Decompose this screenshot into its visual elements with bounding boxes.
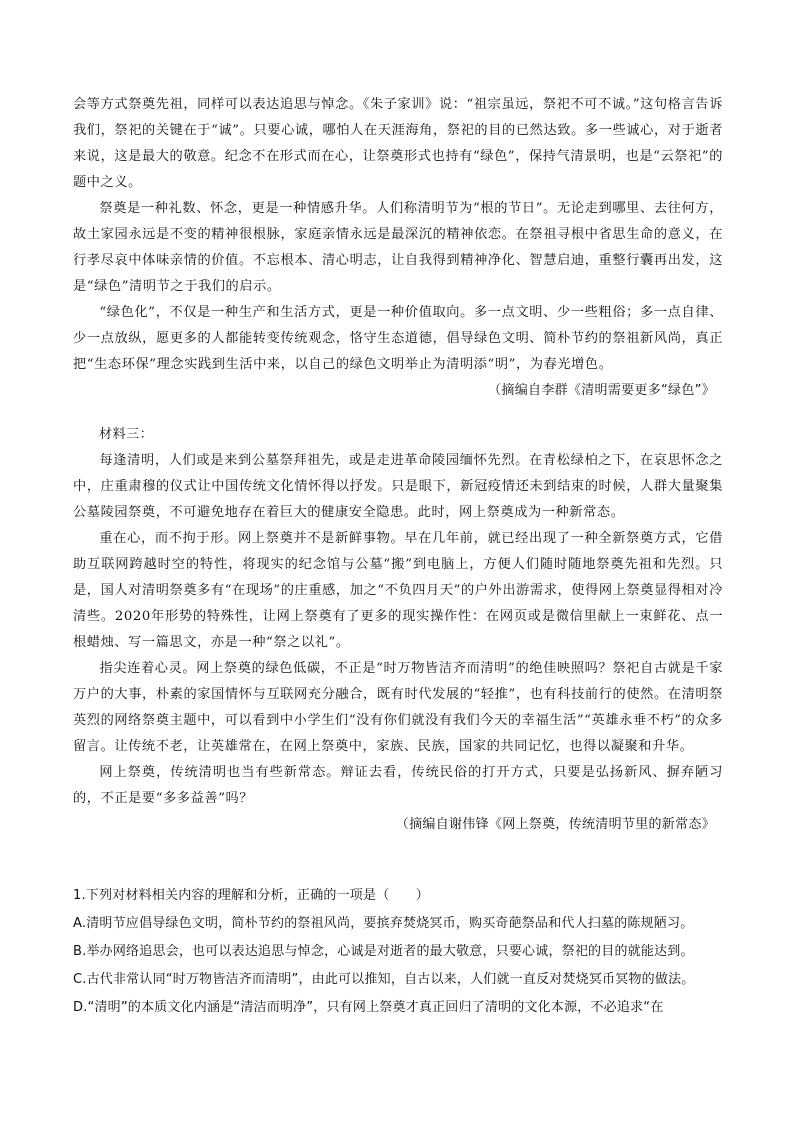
question-1 bbox=[73, 882, 733, 1022]
source-citation: （摘编自李群《清明需要更多“绿色”》 bbox=[488, 383, 715, 398]
paragraph: “绿色化”，不仅是一种生产和生活方式，更是一种价值取向。多一点文明、少一些粗俗；多一点自律、少一点放纵，愿更多的人都能转变传统观念，恪守生态道德，倡导绿色文明、简朴节约的祭祖新风尚，真正把“生态环保”理念实践到生活中来，以自己的绿色文明举止为清明添“明”，为春光增色。 bbox=[73, 305, 723, 372]
passage-material-3 bbox=[73, 422, 723, 838]
option-d: D.“清明”的本质文化内涵是“清洁而明净”，只有网上祭奠才真正回归了清明的文化本源，不必追求“在 bbox=[73, 1000, 664, 1015]
paragraph: 重在心，而不拘于形。网上祭奠并不是新鲜事物。早在几年前，就已经出现了一种全新祭奠方式，它借助互联网跨越时空的特性，将现实的纪念馆与公墓“搬”到电脑上，方便人们随时随地祭奠先祖和先烈。只是，国人对清明祭奠多有“在现场”的庄重感，加之“不负四月天”的户外出游需求，使得网上祭奠显得相对冷清些。2020年形势的特殊性，让网上祭奠有了更多的现实操作性：在网页或是微信里献上一束鲜花、点一根蜡烛、写一篇思文，亦是一种“祭之以礼”。 bbox=[73, 531, 723, 650]
option-c: C.古代非常认同“时万物皆洁齐而清明”，由此可以推知，自古以来，人们就一直反对焚烧冥币冥物的做法。 bbox=[73, 972, 695, 987]
paragraph: 祭奠是一种礼数、怀念，更是一种情感升华。人们称清明节为“根的节日”。无论走到哪里、去往何方，故土家园永远是不变的精神很根脉，家庭亲情永远是最深沉的精神依恋。在祭祖寻根中省思生命的意义，在行孝尽哀中体味亲情的价值。不忘根本、清心明志，让自我得到精神净化、智慧启迪，重整行囊再出发，这是“绿色”清明节之于我们的启示。 bbox=[73, 201, 723, 294]
section-label: 材料三： bbox=[99, 427, 154, 442]
paragraph: 会等方式祭奠先祖，同样可以表达追思与悼念。《朱子家训》说：“祖宗虽远，祭祀不可不诚。”这句格言告诉我们，祭祀的关键在于“诚”。只要心诚，哪怕人在天涯海角，祭祀的目的已然达致。多一些诚心，对于逝者来说，这是最大的敬意。纪念不在形式而在心，让祭奠形式也持有“绿色”，保持气清景明，也是“云祭祀”的题中之义。 bbox=[73, 97, 723, 190]
paragraph: 每逢清明，人们或是来到公墓祭拜祖先，或是走进革命陵园缅怀先烈。在青松绿柏之下，在哀思怀念之中，庄重肃穆的仪式让中国传统文化情怀得以抒发。只是眼下，新冠疫情还未到结束的时候，人群大量聚集公墓陵园祭奠，不可避免地存在着巨大的健康安全隐患。此时，网上祭奠成为一种新常态。 bbox=[73, 453, 723, 520]
question-stem: 1.下列对材料相关内容的理解和分析，正确的一项是（ ） bbox=[73, 888, 430, 903]
paragraph: 网上祭奠，传统清明也当有些新常态。辩证去看，传统民俗的打开方式，只要是弘扬新风、摒弃陋习的，不正是要“多多益善”吗？ bbox=[73, 765, 723, 806]
passage-material-2-tail bbox=[73, 92, 723, 404]
option-a: A.清明节应倡导绿色文明，简朴节约的祭祖风尚，要摈弃焚烧冥币，购买奇葩祭品和代人扫墓的陈规陋习。 bbox=[73, 916, 694, 931]
source-citation: （摘编自谢伟锋《网上祭奠，传统清明节里的新常态》 bbox=[395, 817, 715, 832]
paragraph: 指尖连着心灵。网上祭奠的绿色低碳，不正是“时万物皆洁齐而清明”的绝佳映照吗？祭祀自古就是千家万户的大事，朴素的家国情怀与互联网充分融合，既有时代发展的“轻推”，也有科技前行的使然。在清明祭英烈的网络祭奠主题中，可以看到中小学生们“没有你们就没有我们今天的幸福生活”“英雄永垂不朽”的众多留言。让传统不老，让英雄常在，在网上祭奠中，家族、民族，国家的共同记忆，也得以凝聚和升华。 bbox=[73, 661, 723, 754]
option-b: B.举办网络追思会，也可以表达追思与悼念，心诚是对逝者的最大敬意，只要心诚，祭祀的目的就能达到。 bbox=[73, 944, 694, 959]
